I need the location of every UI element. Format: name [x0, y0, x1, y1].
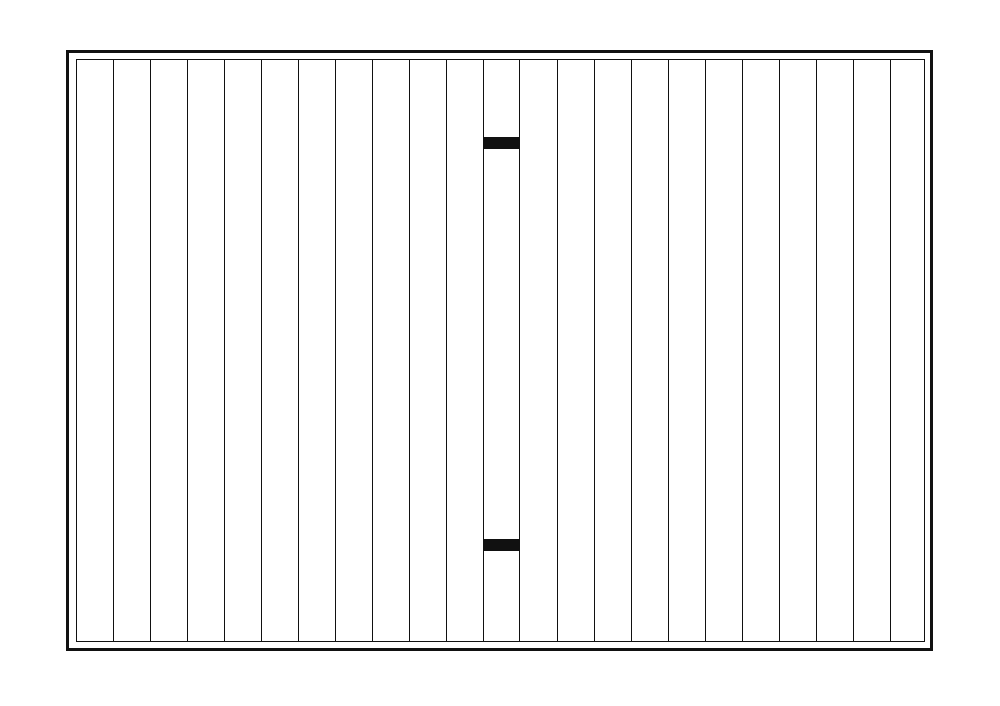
- text-column-1: [890, 64, 927, 638]
- text-column-13: [409, 64, 446, 638]
- text-column-15: [335, 64, 372, 638]
- text-column-3: [816, 64, 853, 638]
- text-column-20: [150, 64, 187, 638]
- text-column-18: [224, 64, 261, 638]
- text-column-19: [187, 64, 224, 638]
- text-column-22: [77, 64, 114, 638]
- text-column-5: [742, 64, 779, 638]
- text-column-11: [520, 64, 557, 638]
- text-column-8: [631, 64, 668, 638]
- center-banner: [483, 59, 520, 642]
- fish-tail-mark-bottom: [483, 539, 520, 551]
- text-column-14: [372, 64, 409, 638]
- fish-tail-mark-top: [483, 137, 520, 149]
- text-column-17: [261, 64, 298, 638]
- text-column-7: [668, 64, 705, 638]
- text-column-2: [853, 64, 890, 638]
- text-column-9: [594, 64, 631, 638]
- text-column-10: [557, 64, 594, 638]
- text-column-16: [298, 64, 335, 638]
- text-column-21: [113, 64, 150, 638]
- text-column-12: [446, 64, 483, 638]
- text-column-4: [779, 64, 816, 638]
- text-column-6: [705, 64, 742, 638]
